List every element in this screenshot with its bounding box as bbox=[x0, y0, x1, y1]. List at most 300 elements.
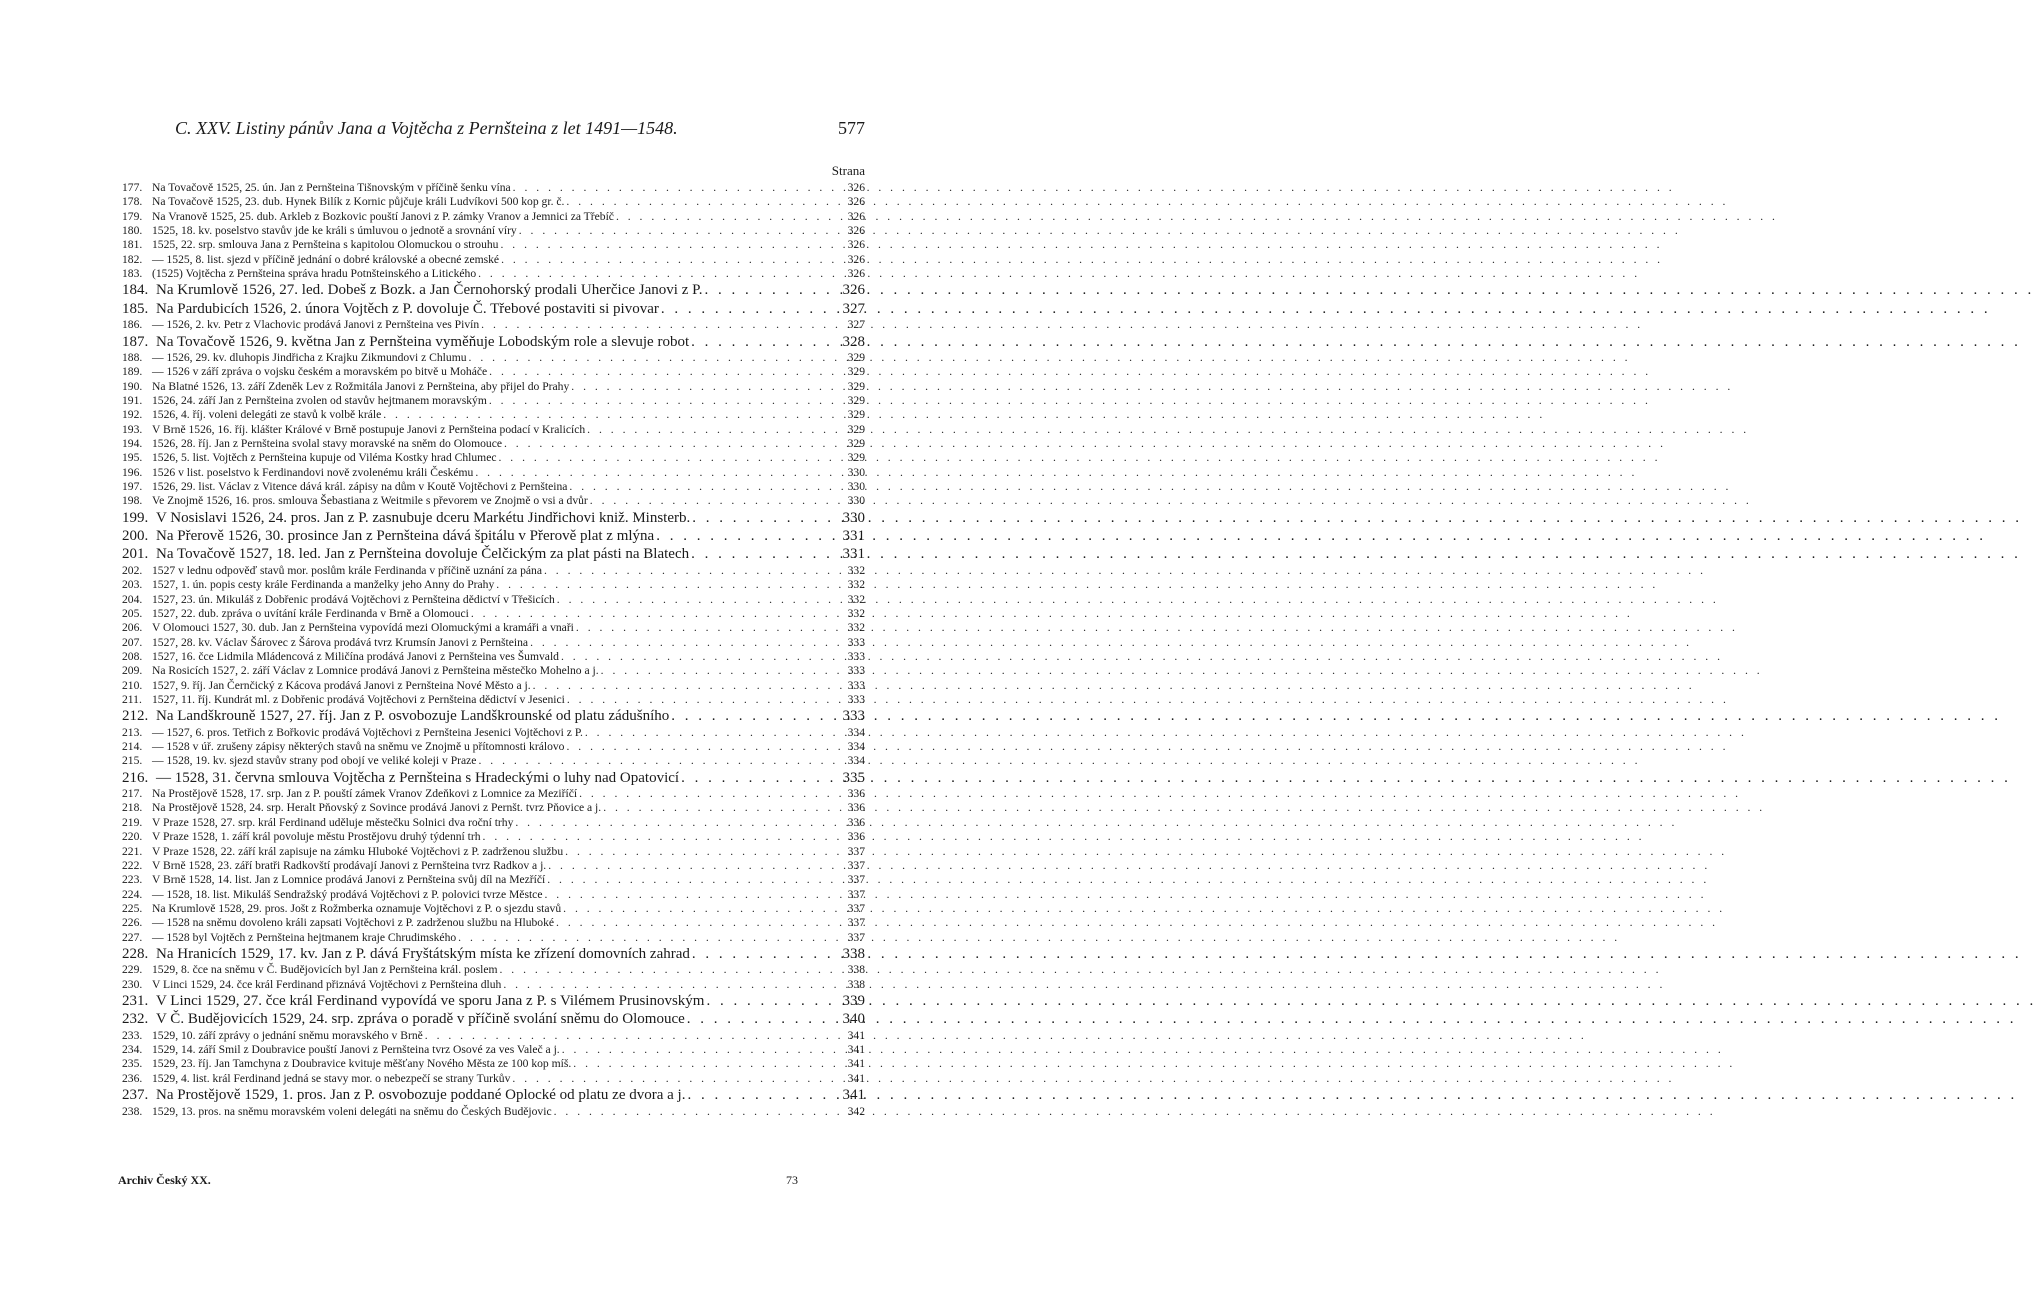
toc-entry bbox=[122, 740, 865, 754]
entry-page: 331 bbox=[842, 528, 865, 545]
entry-page: 332 bbox=[847, 621, 865, 635]
dot-leader bbox=[501, 253, 846, 267]
toc-entry bbox=[122, 564, 865, 578]
entry-page: 337 bbox=[847, 930, 865, 944]
entry-text: Na Blatné 1526, 13. září Zdeněk Lev z Rožmitála Janovi z Pernšteina, aby přijel do Prahy bbox=[152, 379, 570, 393]
dot-leader bbox=[692, 945, 841, 963]
entry-number: 231. bbox=[122, 992, 149, 1009]
dot-leader bbox=[499, 451, 846, 465]
entry-text: — 1528 v úř. zrušeny zápisy některých stavů na sněmu ve Znojmě u přítomnosti královo bbox=[152, 740, 565, 754]
toc-entry bbox=[122, 1072, 865, 1086]
entry-text: 1529, 10. září zprávy o jednání sněmu moravského v Brně bbox=[152, 1028, 423, 1042]
entry-text: V Č. Budějovicích 1529, 24. srp. zpráva o poradě v příčině svolání sněmu do Olomouce bbox=[156, 1011, 685, 1028]
entry-number: 223. bbox=[122, 873, 143, 887]
entry-page: 334 bbox=[847, 754, 865, 768]
dot-leader bbox=[533, 679, 846, 693]
entry-number: 220. bbox=[122, 830, 143, 844]
entry-text: 1529, 23. říj. Jan Tamchyna z Doubravice kvituje měšťany Nového Města ze 100 kop míš. bbox=[152, 1057, 572, 1071]
entry-number: 194. bbox=[122, 436, 143, 450]
entry-text: V Linci 1529, 24. čce král Ferdinand přiznává Vojtěchovi z Pernšteina dluh bbox=[152, 977, 502, 991]
entry-text: 1527, 28. kv. Václav Šárovec z Šárova prodává tvrz Krumsín Janovi z Pernšteina bbox=[152, 635, 529, 649]
entry-text: — 1528, 19. kv. sjezd stavův strany pod obojí ve veliké koleji v Praze bbox=[152, 754, 477, 768]
entry-text: 1526 v list. poselstvo k Ferdinandovi nově zvolenému králi Českému bbox=[152, 465, 474, 479]
toc-entry bbox=[122, 365, 865, 379]
entry-number: 230. bbox=[122, 977, 143, 991]
dot-leader bbox=[681, 769, 840, 787]
dot-leader bbox=[601, 664, 846, 678]
toc-entry bbox=[122, 916, 865, 930]
toc-entry bbox=[122, 607, 865, 621]
entry-page: 326 bbox=[847, 181, 865, 194]
entry-text: 1525, 22. srp. smlouva Jana z Pernšteina s kapitolou Olomuckou o strouhu bbox=[152, 238, 499, 252]
dot-leader bbox=[705, 281, 841, 299]
entry-page: 326 bbox=[847, 224, 865, 238]
entry-number: 216. bbox=[122, 769, 149, 786]
dot-leader bbox=[475, 466, 845, 480]
toc-entry bbox=[122, 253, 865, 267]
dot-leader bbox=[566, 740, 845, 754]
table-of-contents bbox=[122, 181, 865, 1119]
entry-page: 329 bbox=[847, 379, 865, 393]
dot-leader bbox=[469, 351, 846, 365]
entry-number: 180. bbox=[122, 224, 143, 238]
entry-text: 1526, 24. září Jan z Pernšteina zvolen od stavův hejtmanem moravským bbox=[152, 393, 487, 407]
entry-page: 337 bbox=[847, 844, 865, 858]
entry-number: 182. bbox=[122, 252, 143, 266]
dot-leader bbox=[691, 333, 840, 351]
toc-entry bbox=[122, 816, 865, 830]
entry-page: 329 bbox=[847, 408, 865, 422]
dot-leader bbox=[687, 1086, 840, 1104]
entry-page: 337 bbox=[847, 858, 865, 872]
entry-text: — 1526 v září zpráva o vojsku českém a moravském po bitvě u Moháče bbox=[152, 365, 488, 379]
toc-entry bbox=[122, 1010, 865, 1028]
entry-text: Na Přerově 1526, 30. prosince Jan z Pernšteina dává špitálu v Přerově plat z mlýna bbox=[156, 528, 655, 545]
entry-text: Ve Znojmě 1526, 16. pros. smlouva Šebastiana z Weitmile s převorem ve Znojmě o vsi a dvůr bbox=[152, 494, 588, 508]
entry-text: 1527, 9. říj. Jan Černčický z Kácova prodává Janovi z Pernšteina Nové Město a j. bbox=[152, 678, 531, 692]
entry-number: 181. bbox=[122, 238, 143, 252]
entry-text: Na Krumlově 1528, 29. pros. Jošt z Rožmberka oznamuje Vojtěchovi z P. o sjezdu stavů bbox=[152, 901, 562, 915]
entry-number: 229. bbox=[122, 963, 143, 977]
entry-page: 337 bbox=[847, 901, 865, 915]
entry-text: V Olomouci 1527, 30. dub. Jan z Pernšteina vypovídá mezi Olomuckými a kramáři a vnaři bbox=[152, 621, 574, 635]
entry-page: 329 bbox=[847, 451, 865, 465]
dot-leader bbox=[565, 845, 845, 859]
entry-text: 1527, 23. ún. Mikuláš z Dobřenic prodává Vojtěchovi z Pernšteina dědictví v Třešicích bbox=[152, 592, 555, 606]
dot-leader bbox=[489, 365, 845, 379]
dot-leader bbox=[496, 578, 845, 592]
entry-text: — 1526, 29. kv. dluhopis Jindřicha z Krajku Zikmundovi z Chlumu bbox=[152, 350, 467, 364]
dot-leader bbox=[503, 978, 845, 992]
entry-number: 203. bbox=[122, 578, 143, 592]
entry-text: Na Vranově 1525, 25. dub. Arkleb z Bozkovic pouští Janovi z P. zámky Vranov a Jemnici za Třebíč bbox=[152, 209, 614, 223]
toc-entry bbox=[122, 1057, 865, 1071]
entry-number: 211. bbox=[122, 692, 142, 706]
entry-page: 341 bbox=[847, 1043, 865, 1057]
entry-text: 1527, 1. ún. popis cesty krále Ferdinanda a manželky jeho Anny do Prahy bbox=[152, 578, 495, 592]
entry-number: 222. bbox=[122, 858, 143, 872]
entry-page: 342 bbox=[847, 1104, 865, 1118]
toc-entry bbox=[122, 726, 865, 740]
toc-entry bbox=[122, 195, 865, 209]
toc-entry bbox=[122, 830, 865, 844]
toc-entry bbox=[122, 210, 865, 224]
entry-text: Na Hranicích 1529, 17. kv. Jan z P. dává Fryštátským místa ke zřízení domovních zahrad bbox=[156, 945, 690, 962]
dot-leader bbox=[547, 873, 845, 887]
toc-entry bbox=[122, 693, 865, 707]
entry-text: Na Landškrouně 1527, 27. říj. Jan z P. osvobozuje Landškrounské od platu zádušního bbox=[156, 708, 670, 725]
page-footer bbox=[118, 1173, 818, 1193]
entry-page: 339 bbox=[842, 992, 865, 1009]
dot-leader bbox=[579, 787, 846, 801]
toc-entry bbox=[122, 224, 865, 238]
entry-number: 221. bbox=[122, 844, 143, 858]
entry-page: 330 bbox=[842, 509, 865, 526]
dot-leader bbox=[554, 1105, 846, 1119]
entry-number: 217. bbox=[122, 787, 143, 801]
entry-page: 330 bbox=[847, 494, 865, 508]
entry-page: 326 bbox=[842, 282, 865, 299]
toc-entry bbox=[122, 650, 865, 664]
toc-entry bbox=[122, 545, 865, 563]
entry-number: 183. bbox=[122, 267, 143, 281]
entry-page: 334 bbox=[847, 725, 865, 739]
entry-text: Na Prostějově 1528, 17. srp. Jan z P. pouští zámek Vranov Zdeňkovi z Lomnice za Meziříčí bbox=[152, 787, 578, 801]
entry-number: 192. bbox=[122, 408, 143, 422]
entry-page: 335 bbox=[842, 769, 865, 786]
entry-page: 327 bbox=[842, 300, 865, 317]
entry-page: 333 bbox=[847, 692, 865, 706]
entry-number: 178. bbox=[122, 195, 143, 209]
entry-number: 190. bbox=[122, 379, 143, 393]
entry-number: 199. bbox=[122, 509, 149, 526]
dot-leader bbox=[478, 754, 845, 768]
dot-leader bbox=[567, 693, 846, 707]
toc-entry bbox=[122, 466, 865, 480]
entry-text: Na Tovačově 1526, 9. května Jan z Pernšteina vyměňuje Lobodským role a slevuje robot bbox=[156, 333, 690, 350]
dot-leader bbox=[566, 195, 845, 209]
entry-page: 328 bbox=[842, 333, 865, 350]
entry-text: V Brně 1526, 16. říj. klášter Králové v Brně postupuje Janovi z Pernšteina podací v Kralicích bbox=[152, 422, 586, 436]
toc-entry bbox=[122, 636, 865, 650]
entry-page: 333 bbox=[842, 708, 865, 725]
entry-text: 1529, 14. září Smil z Doubravice pouští Janovi z Pernšteina tvrz Osové za ves Valeč a j. bbox=[152, 1043, 560, 1057]
entry-text: Na Pardubicích 1526, 2. února Vojtěch z P. dovoluje Č. Třebové postaviti si pivovar bbox=[156, 300, 659, 317]
entry-text: 1526, 29. list. Václav z Vitence dává král. zápisy na dům v Koutě Vojtěchovi z Pernšteina bbox=[152, 480, 568, 494]
toc-entry bbox=[122, 787, 865, 801]
entry-number: 237. bbox=[122, 1087, 149, 1104]
entry-text: Na Tovačově 1525, 25. ún. Jan z Pernšteina Tišnovským v příčině šenku vína bbox=[152, 181, 511, 194]
entry-text: V Linci 1529, 27. čce král Ferdinand vypovídá ve sporu Jana z P. s Vilémem Prusinovským bbox=[156, 992, 705, 1009]
dot-leader bbox=[530, 636, 846, 650]
entry-page: 341 bbox=[847, 1057, 865, 1071]
entry-text: 1525, 18. kv. poselstvo stavův jde ke králi s úmluvou o jednotě a srovnání víry bbox=[152, 224, 517, 238]
entry-text: — 1528, 18. list. Mikuláš Sendražský prodává Vojtěchovi z P. polovici tvrze Městce bbox=[152, 887, 543, 901]
toc-entry bbox=[122, 945, 865, 963]
dot-leader bbox=[544, 564, 846, 578]
entry-text: 1526, 4. říj. voleni delegáti ze stavů k volbě krále bbox=[152, 408, 382, 422]
entry-number: 201. bbox=[122, 546, 149, 563]
entry-page: 338 bbox=[842, 945, 865, 962]
entry-number: 218. bbox=[122, 801, 143, 815]
entry-number: 193. bbox=[122, 422, 143, 436]
toc-entry bbox=[122, 593, 865, 607]
toc-entry bbox=[122, 408, 865, 422]
document-page bbox=[0, 0, 960, 1302]
dot-leader bbox=[519, 224, 846, 238]
entry-number: 234. bbox=[122, 1043, 143, 1057]
toc-entry bbox=[122, 888, 865, 902]
entry-page: 333 bbox=[847, 649, 865, 663]
entry-number: 184. bbox=[122, 282, 149, 299]
entry-page: 336 bbox=[847, 801, 865, 815]
entry-number: 235. bbox=[122, 1057, 143, 1071]
dot-leader bbox=[590, 494, 846, 508]
toc-entry bbox=[122, 423, 865, 437]
entry-page: 338 bbox=[847, 977, 865, 991]
entry-number: 233. bbox=[122, 1028, 143, 1042]
running-header bbox=[175, 118, 865, 142]
entry-text: V Praze 1528, 22. září král zapisuje na zámku Hluboké Vojtěchovi z P. zadrženou službu bbox=[152, 844, 564, 858]
toc-entry bbox=[122, 992, 865, 1010]
dot-leader bbox=[458, 931, 845, 945]
entry-number: 225. bbox=[122, 901, 143, 915]
dot-leader bbox=[478, 267, 845, 281]
entry-number: 186. bbox=[122, 318, 143, 332]
dot-leader bbox=[585, 726, 846, 740]
entry-page: 341 bbox=[842, 1087, 865, 1104]
toc-entry bbox=[122, 769, 865, 787]
entry-number: 215. bbox=[122, 754, 143, 768]
toc-entry bbox=[122, 380, 865, 394]
entry-number: 179. bbox=[122, 209, 143, 223]
dot-leader bbox=[557, 593, 846, 607]
dot-leader bbox=[692, 509, 840, 527]
dot-leader bbox=[561, 650, 846, 664]
entry-number: 204. bbox=[122, 592, 143, 606]
toc-entry bbox=[122, 931, 865, 945]
dot-leader bbox=[548, 859, 845, 873]
entry-page: 340 bbox=[842, 1011, 865, 1028]
entry-text: — 1528 na sněmu dovoleno králi zapsati Vojtěchovi z P. zadrženou službu na Hluboké bbox=[152, 916, 555, 930]
entry-number: 185. bbox=[122, 300, 149, 317]
entry-number: 213. bbox=[122, 725, 143, 739]
entry-page: 334 bbox=[847, 740, 865, 754]
entry-text: Na Prostějově 1528, 24. srp. Heralt Pňovský z Sovince prodává Janovi z Pernšt. tvrz Pňovice a j. bbox=[152, 801, 602, 815]
toc-entry bbox=[122, 480, 865, 494]
dot-leader bbox=[515, 816, 845, 830]
entry-number: 196. bbox=[122, 465, 143, 479]
entry-text: — 1526, 2. kv. Petr z Vlachovic prodává Janovi z Pernšteina ves Pivín bbox=[152, 318, 480, 332]
entry-text: V Nosislavi 1526, 24. pros. Jan z P. zasnubuje dceru Markétu Jindřichovi kniž. Minsterb. bbox=[156, 509, 691, 526]
toc-entry bbox=[122, 527, 865, 545]
entry-page: 330 bbox=[847, 465, 865, 479]
entry-page: 332 bbox=[847, 578, 865, 592]
toc-entry bbox=[122, 267, 865, 281]
entry-text: Na Rosicích 1527, 2. září Václav z Lomnice prodává Janovi z Pernšteina městečko Mohelno a j. bbox=[152, 664, 599, 678]
dot-leader bbox=[616, 210, 846, 224]
entry-text: — 1528, 31. června smlouva Vojtěcha z Pernšteina s Hradeckými o luhy nad Opatovicí bbox=[156, 769, 680, 786]
entry-number: 198. bbox=[122, 494, 143, 508]
entry-number: 200. bbox=[122, 528, 149, 545]
page-number: 577 bbox=[838, 118, 865, 138]
entry-number: 210. bbox=[122, 678, 143, 692]
dot-leader bbox=[499, 963, 845, 977]
entry-number: 191. bbox=[122, 393, 143, 407]
entry-page: 336 bbox=[847, 830, 865, 844]
entry-text: 1526, 28. říj. Jan z Pernšteina svolal stavy moravské na sněm do Olomouce bbox=[152, 436, 502, 450]
toc-entry bbox=[122, 509, 865, 527]
entry-text: V Brně 1528, 14. list. Jan z Lomnice prodává Janovi z Pernšteina svůj díl na Mezříčí bbox=[152, 873, 546, 887]
entry-page: 329 bbox=[847, 393, 865, 407]
toc-entry bbox=[122, 437, 865, 451]
toc-entry bbox=[122, 181, 865, 195]
toc-entry bbox=[122, 621, 865, 635]
toc-entry bbox=[122, 859, 865, 873]
entry-number: 189. bbox=[122, 365, 143, 379]
entry-page: 333 bbox=[847, 664, 865, 678]
dot-leader bbox=[706, 992, 840, 1010]
dot-leader bbox=[576, 621, 846, 635]
entry-page: 329 bbox=[847, 365, 865, 379]
entry-number: 236. bbox=[122, 1071, 143, 1085]
entry-number: 187. bbox=[122, 333, 149, 350]
toc-entry bbox=[122, 902, 865, 916]
entry-page: 336 bbox=[847, 815, 865, 829]
toc-entry bbox=[122, 333, 865, 351]
page-column-label: Strana bbox=[831, 163, 865, 178]
entry-page: 337 bbox=[847, 916, 865, 930]
toc-entry bbox=[122, 238, 865, 252]
dot-leader bbox=[489, 394, 846, 408]
entry-number: 224. bbox=[122, 887, 143, 901]
entry-page: 329 bbox=[847, 350, 865, 364]
dot-leader bbox=[504, 437, 846, 451]
dot-leader bbox=[571, 380, 845, 394]
dot-leader bbox=[563, 902, 845, 916]
dot-leader bbox=[691, 545, 840, 563]
entry-number: 209. bbox=[122, 664, 143, 678]
entry-number: 205. bbox=[122, 606, 143, 620]
entry-text: 1529, 13. pros. na sněmu moravském voleni delegáti na sněmu do Českých Budějovic bbox=[152, 1104, 552, 1118]
entry-number: 197. bbox=[122, 480, 143, 494]
entry-text: 1526, 5. list. Vojtěch z Pernšteina kupuje od Viléma Kostky hrad Chlumec bbox=[152, 451, 497, 465]
dot-leader bbox=[656, 527, 840, 545]
toc-entry bbox=[122, 679, 865, 693]
entry-page: 326 bbox=[847, 238, 865, 252]
entry-text: Na Tovačově 1527, 18. led. Jan z Pernšteina dovoluje Čelčickým za plat pásti na Blatech bbox=[156, 546, 690, 563]
entry-page: 329 bbox=[847, 436, 865, 450]
entry-page: 338 bbox=[847, 963, 865, 977]
toc-entry bbox=[122, 1029, 865, 1043]
dot-leader bbox=[562, 1043, 846, 1057]
entry-text: 1529, 8. čce na sněmu v Č. Budějovicích byl Jan z Pernšteina král. poslem bbox=[152, 963, 498, 977]
toc-entry bbox=[122, 394, 865, 408]
toc-entry bbox=[122, 978, 865, 992]
entry-page: 336 bbox=[847, 787, 865, 801]
entry-page: 332 bbox=[847, 606, 865, 620]
dot-leader bbox=[587, 423, 845, 437]
entry-page: 326 bbox=[847, 267, 865, 281]
dot-leader bbox=[603, 801, 845, 815]
entry-text: — 1528 byl Vojtěch z Pernšteina hejtmanem kraje Chrudimského bbox=[152, 930, 457, 944]
entry-page: 333 bbox=[847, 678, 865, 692]
entry-page: 327 bbox=[847, 318, 865, 332]
entry-text: 1527 v lednu odpověď stavů mor. poslům krále Ferdinanda v příčině uznání za pána bbox=[152, 563, 542, 577]
dot-leader bbox=[512, 1072, 845, 1086]
dot-leader bbox=[671, 707, 840, 725]
toc-entry bbox=[122, 1086, 865, 1104]
entry-number: 207. bbox=[122, 635, 143, 649]
toc-entry bbox=[122, 300, 865, 318]
toc-entry bbox=[122, 707, 865, 725]
dot-leader bbox=[573, 1057, 845, 1071]
entry-page: 337 bbox=[847, 873, 865, 887]
toc-entry bbox=[122, 873, 865, 887]
entry-text: 1527, 11. říj. Kundrát ml. z Dobřenic prodává Vojtěchovi z Pernšteina dědictví v Jesenici bbox=[152, 692, 565, 706]
entry-text: Na Krumlově 1526, 27. led. Dobeš z Bozk. a Jan Černohorský prodali Uherčice Janovi z P. bbox=[156, 282, 703, 299]
dot-leader bbox=[383, 408, 845, 422]
entry-page: 341 bbox=[847, 1071, 865, 1085]
dot-leader bbox=[483, 830, 846, 844]
dot-leader bbox=[425, 1029, 846, 1043]
running-title: C. XXV. Listiny pánův Jana a Vojtěcha z Pernšteina z let 1491—1548. bbox=[175, 118, 678, 138]
toc-entry bbox=[122, 963, 865, 977]
dot-leader bbox=[687, 1010, 841, 1028]
entry-number: 177. bbox=[122, 181, 143, 194]
entry-text: 1527, 16. čce Lidmila Mládencová z Miličína prodává Janovi z Pernšteina ves Šumvald bbox=[152, 649, 559, 663]
entry-text: Na Tovačově 1525, 23. dub. Hynek Bilík z Kornic půjčuje králi Ludvíkovi 500 kop gr. č. bbox=[152, 195, 565, 209]
entry-number: 219. bbox=[122, 815, 143, 829]
entry-text: — 1525, 8. list. sjezd v příčině jednání o dobré královské a obecné zemské bbox=[152, 252, 500, 266]
toc-entry bbox=[122, 451, 865, 465]
entry-number: 238. bbox=[122, 1104, 143, 1118]
dot-leader bbox=[544, 888, 845, 902]
entry-page: 326 bbox=[847, 195, 865, 209]
entry-number: 206. bbox=[122, 621, 143, 635]
entry-text: (1525) Vojtěcha z Pernšteina správa hradu Potnšteinského a Litického bbox=[152, 267, 477, 281]
entry-page: 341 bbox=[847, 1028, 865, 1042]
entry-page: 332 bbox=[847, 592, 865, 606]
dot-leader bbox=[513, 181, 846, 195]
entry-number: 188. bbox=[122, 350, 143, 364]
signature-mark: Archiv Český XX. bbox=[118, 1173, 211, 1187]
entry-page: 332 bbox=[847, 563, 865, 577]
entry-page: 331 bbox=[842, 546, 865, 563]
entry-text: V Brně 1528, 23. září bratři Radkovští prodávají Janovi z Pernšteina tvrz Radkov a j. bbox=[152, 858, 547, 872]
entry-page: 326 bbox=[847, 252, 865, 266]
toc-entry bbox=[122, 351, 865, 365]
entry-number: 232. bbox=[122, 1011, 149, 1028]
entry-page: 330 bbox=[847, 480, 865, 494]
toc-entry bbox=[122, 664, 865, 678]
entry-number: 195. bbox=[122, 451, 143, 465]
entry-page: 329 bbox=[847, 422, 865, 436]
dot-leader bbox=[556, 916, 846, 930]
entry-number: 228. bbox=[122, 945, 149, 962]
dot-leader bbox=[569, 480, 845, 494]
entry-text: V Praze 1528, 1. září král povoluje městu Prostějovu druhý týdenní trh bbox=[152, 830, 481, 844]
entry-text: — 1527, 6. pros. Tetřich z Bořkovic prodává Vojtěchovi z Pernšteina Jesenici Vojtěchovi z P. bbox=[152, 725, 583, 739]
entry-number: 226. bbox=[122, 916, 143, 930]
toc-entry bbox=[122, 318, 865, 332]
toc-entry bbox=[122, 578, 865, 592]
dot-leader bbox=[481, 318, 845, 332]
entry-page: 337 bbox=[847, 887, 865, 901]
entry-text: Na Prostějově 1529, 1. pros. Jan z P. osvobozuje poddané Oplocké od platu ze dvora a j. bbox=[156, 1087, 686, 1104]
toc-entry bbox=[122, 494, 865, 508]
entry-number: 202. bbox=[122, 563, 143, 577]
